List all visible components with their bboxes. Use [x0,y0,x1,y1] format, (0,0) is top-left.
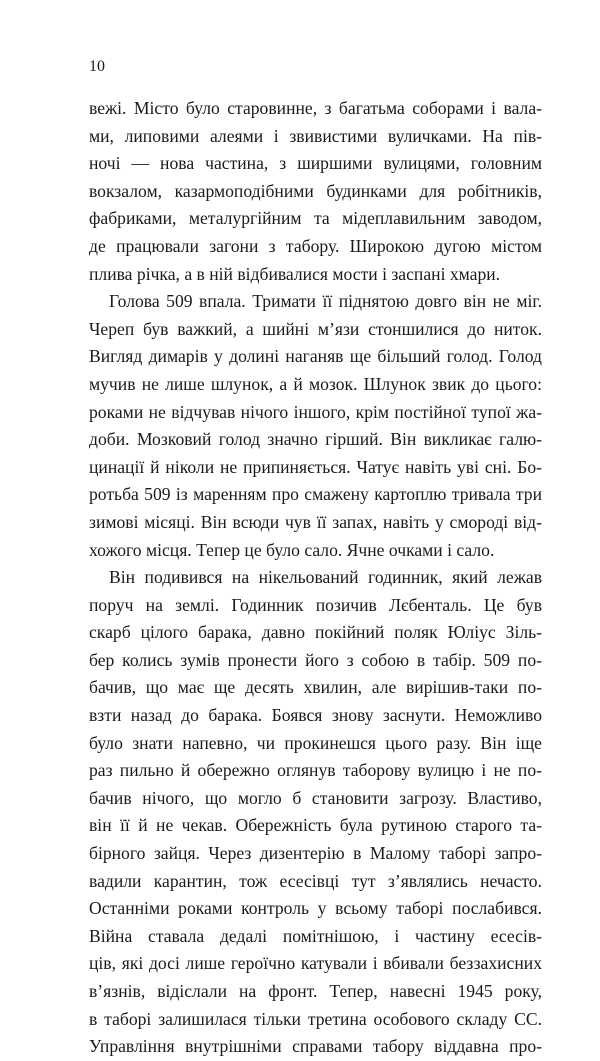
text-line: ми, липовими алеями і звивистими вуличками. На пів- [89,125,542,146]
text-line: бірного зайця. Через дизентерію в Малому таборі запро- [89,843,542,864]
text-line: було знати напевно, чи прокинешся цього разу. Він іще [89,732,542,753]
text-line: в’язнів, відіслали на фронт. Тепер, навесні 1945 року, [89,981,542,1001]
text-line: Вигляд димарів у долині наганяв ще більший голод. Голод [89,346,542,367]
page-number: 10 [89,58,105,75]
text-line: доби. Мозковий голод значно гірший. Він викликає галю- [89,429,542,450]
text-line: бачив нічого, що могло б становити загрозу. Властиво, [89,787,542,808]
text-line: цинації й ніколи не припиняється. Чатує навіть уві сні. Бо- [89,456,542,477]
text-line: Війна ставала дедалі помітнішою, і частину есесів- [89,925,542,946]
text-line: бер колись зумів пронести його з собою в табір. 509 по- [89,649,542,670]
text-line: ротьба 509 із маренням про смажену картоплю тривала три [89,484,542,505]
text-line: Череп був важкий, а шийні м’язи стоншилися до ниток. [89,318,542,339]
text-line: роками не відчував нічого іншого, крім постійної тупої жа- [89,401,542,422]
text-line: вадили карантин, тож есесівці тут з’являлись нечасто. [89,870,542,891]
text-line: зимові місяці. Він всюди чув її запах, навіть у смороді від- [89,511,542,532]
text-line: плива річка, а в ній відбивалися мости і заспані хмари. [89,263,501,284]
text-line: раз пильно й обережно оглянув таборову вулицю і не по- [89,760,542,781]
text-line: в таборі залишилася тільки третина особового складу СС. [89,1008,542,1029]
text-line: взти назад до барака. Боявся знову заснути. Неможливо [89,705,542,726]
text-line: скарб цілого барака, давно покійний поляк Юліус Зіль- [89,622,542,643]
text-line: бачив, що має ще десять хвилин, але вирішив-таки по- [89,677,542,698]
text-line: ців, які досі лише героїчно катували і вбивали беззахисних [89,953,542,974]
text-line: де працювали загони з табору. Широкою дугою містом [89,235,542,256]
text-line: фабриками, металургійним та мідеплавильним заводом, [89,208,542,229]
text-line: вежі. Місто було старовинне, з багатьма соборами і вала- [89,98,542,118]
text-line: Останніми роками контроль у всьому таборі послабився. [89,898,542,919]
text-line: ночі — нова частина, з ширшими вулицями, головним [89,153,542,174]
text-line: хожого місця. Тепер це було сало. Ячне очками і сало. [89,539,495,560]
text-line: він її й не чекав. Обережність була рутиною старого та- [89,815,542,836]
body-text [89,95,542,1061]
text-line: мучив не лише шлунок, а й мозок. Шлунок звик до цього: [89,373,542,394]
text-line: поруч на землі. Годинник позичив Лєбенталь. Це був [89,594,542,615]
text-line: вокзалом, казармоподібними будинками для робітників, [89,180,542,201]
text-line: Управління внутрішніми справами табору віддавна про- [89,1036,542,1057]
text-line: Він подивився на нікельований годинник, який лежав [109,567,542,588]
text-line: Голова 509 впала. Тримати її піднятою довго він не міг. [109,291,542,312]
